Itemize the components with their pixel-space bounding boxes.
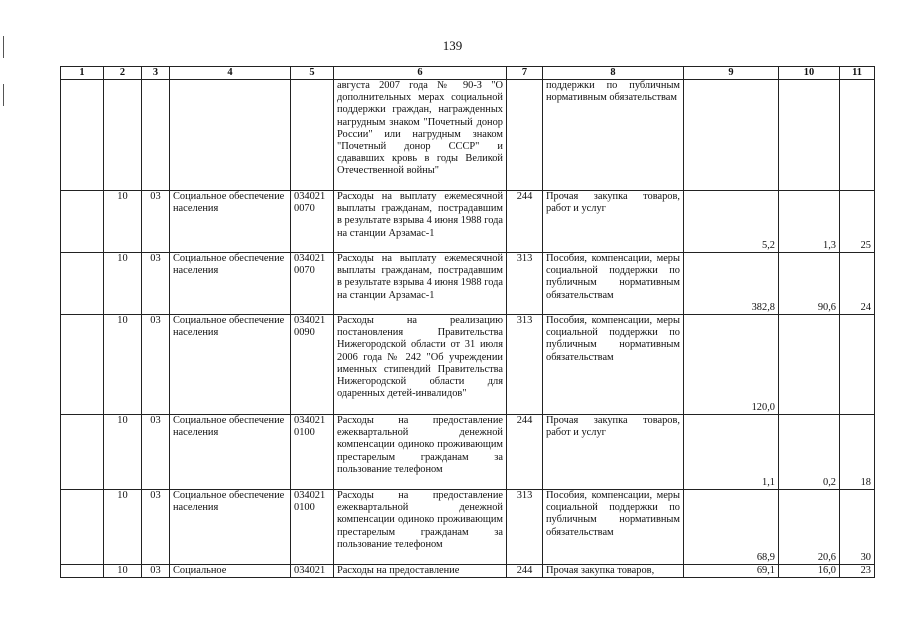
page-number: 139 [442, 38, 463, 53]
cell-section: 10 [104, 253, 142, 315]
cell-col1 [61, 565, 104, 578]
cell-expense-type: 244 [507, 191, 543, 253]
column-header: 4 [170, 67, 291, 80]
cell-plan [684, 80, 779, 191]
cell-col1 [61, 315, 104, 415]
cell-section: 10 [104, 490, 142, 565]
cell-percent: 18 [840, 415, 875, 490]
cell-plan: 5,2 [684, 191, 779, 253]
cell-target-code: 034021 0090 [291, 315, 334, 415]
cell-section-name: Социальное обеспечение населения [170, 315, 291, 415]
cell-percent: 25 [840, 191, 875, 253]
table-row [61, 490, 875, 565]
table-row [61, 191, 875, 253]
cell-percent [840, 315, 875, 415]
column-header: 5 [291, 67, 334, 80]
cell-expense-description: Расходы на выплату ежемесячной выплаты гражданам, пострадавшим в результате взрыва 4 июня 1988 года на станции Арзамас-1 [334, 191, 507, 253]
cell-subsection: 03 [142, 415, 170, 490]
cell-subsection: 03 [142, 315, 170, 415]
cell-plan: 120,0 [684, 315, 779, 415]
cell-percent: 23 [840, 565, 875, 578]
cell-subsection: 03 [142, 490, 170, 565]
cell-section: 10 [104, 191, 142, 253]
cell-plan: 68,9 [684, 490, 779, 565]
cell-section: 10 [104, 315, 142, 415]
cell-col1 [61, 80, 104, 191]
cell-percent [840, 80, 875, 191]
cell-subsection [142, 80, 170, 191]
cell-expense-description: августа 2007 года № 90-З "О дополнительных мерах социальной поддержки граждан, награжденных нагрудным знаком "Почетный донор России" или нагрудным знаком "Почетный донор СССР" и сдававших кровь в годы Великой Отечественной войны" [334, 80, 507, 191]
column-header: 9 [684, 67, 779, 80]
cell-col1 [61, 253, 104, 315]
cell-actual: 1,3 [779, 191, 840, 253]
table-row [61, 415, 875, 490]
cell-col1 [61, 191, 104, 253]
cell-target-code: 034021 0070 [291, 191, 334, 253]
cell-expense-description: Расходы на реализацию постановления Правительства Нижегородской области от 31 июля 2006 года № 242 "Об учреждении именных стипендий Правительства Нижегородской области для одаренных детей-инвалидов" [334, 315, 507, 415]
cell-expense-description: Расходы на предоставление ежеквартальной денежной компенсации одиноко проживающим престарелым гражданам за пользование телефоном [334, 490, 507, 565]
cell-expense-type [507, 80, 543, 191]
cell-actual [779, 315, 840, 415]
cell-expense-type-name: Прочая закупка товаров, работ и услуг [543, 191, 684, 253]
cell-expense-description: Расходы на предоставление ежеквартальной денежной компенсации одиноко проживающим престарелым гражданам за пользование телефоном [334, 415, 507, 490]
budget-table [60, 66, 875, 578]
cell-subsection: 03 [142, 565, 170, 578]
cell-expense-type-name: Прочая закупка товаров, [543, 565, 684, 578]
cell-expense-type-name: поддержки по публичным нормативным обязательствам [543, 80, 684, 191]
cell-actual: 16,0 [779, 565, 840, 578]
cell-target-code: 034021 0100 [291, 415, 334, 490]
cell-expense-type: 244 [507, 565, 543, 578]
table-row [61, 565, 875, 578]
cell-section: 10 [104, 415, 142, 490]
column-header: 3 [142, 67, 170, 80]
cell-expense-type: 244 [507, 415, 543, 490]
cell-expense-description: Расходы на выплату ежемесячной выплаты гражданам, пострадавшим в результате взрыва 4 июня 1988 года на станции Арзамас-1 [334, 253, 507, 315]
table-row [61, 253, 875, 315]
cell-expense-type-name: Пособия, компенсации, меры социальной поддержки по публичным нормативным обязательствам [543, 315, 684, 415]
cell-actual [779, 80, 840, 191]
cell-target-code: 034021 [291, 565, 334, 578]
table-row [61, 80, 875, 191]
header-row [61, 67, 875, 80]
column-header: 7 [507, 67, 543, 80]
cell-section-name: Социальное обеспечение населения [170, 415, 291, 490]
column-header: 1 [61, 67, 104, 80]
column-header: 11 [840, 67, 875, 80]
cell-actual: 0,2 [779, 415, 840, 490]
cell-section-name: Социальное обеспечение населения [170, 490, 291, 565]
cell-plan: 382,8 [684, 253, 779, 315]
cell-col1 [61, 415, 104, 490]
column-header: 8 [543, 67, 684, 80]
column-header: 6 [334, 67, 507, 80]
cell-col1 [61, 490, 104, 565]
cell-subsection: 03 [142, 253, 170, 315]
cell-section-name: Социальное обеспечение населения [170, 191, 291, 253]
cell-section-name [170, 80, 291, 191]
table-row [61, 315, 875, 415]
cell-percent: 30 [840, 490, 875, 565]
column-header: 2 [104, 67, 142, 80]
cell-expense-description: Расходы на предоставление [334, 565, 507, 578]
cell-expense-type: 313 [507, 315, 543, 415]
margin-mark [3, 84, 4, 106]
cell-percent: 24 [840, 253, 875, 315]
cell-target-code: 034021 0070 [291, 253, 334, 315]
cell-target-code: 034021 0100 [291, 490, 334, 565]
cell-section [104, 80, 142, 191]
cell-expense-type-name: Пособия, компенсации, меры социальной поддержки по публичным нормативным обязательствам [543, 253, 684, 315]
column-header: 10 [779, 67, 840, 80]
cell-expense-type-name: Пособия, компенсации, меры социальной поддержки по публичным нормативным обязательствам [543, 490, 684, 565]
cell-expense-type: 313 [507, 490, 543, 565]
cell-subsection: 03 [142, 191, 170, 253]
cell-section: 10 [104, 565, 142, 578]
cell-target-code [291, 80, 334, 191]
cell-section-name: Социальное обеспечение населения [170, 253, 291, 315]
cell-expense-type: 313 [507, 253, 543, 315]
cell-plan: 69,1 [684, 565, 779, 578]
cell-plan: 1,1 [684, 415, 779, 490]
cell-section-name: Социальное [170, 565, 291, 578]
cell-expense-type-name: Прочая закупка товаров, работ и услуг [543, 415, 684, 490]
cell-actual: 90,6 [779, 253, 840, 315]
cell-actual: 20,6 [779, 490, 840, 565]
